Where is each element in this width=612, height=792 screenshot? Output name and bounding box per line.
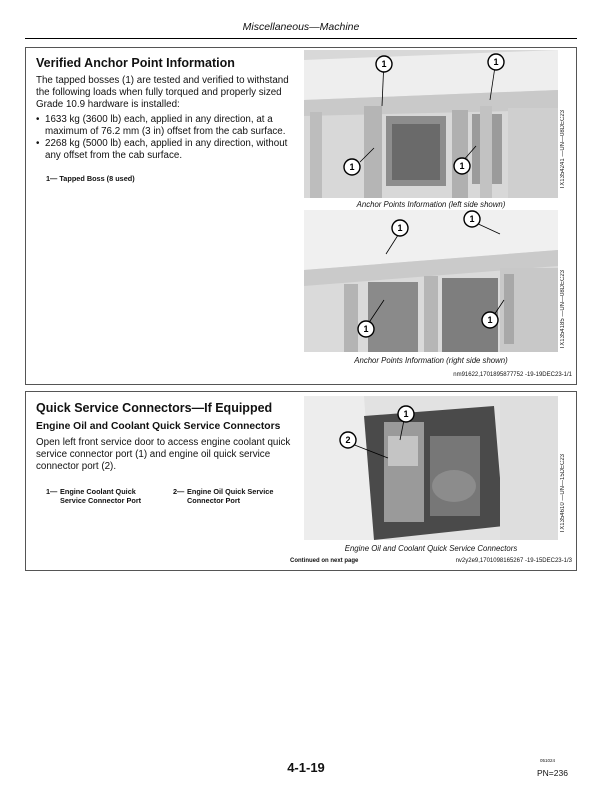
figure-id: TX1354610 —UN—15DEC23 xyxy=(560,454,566,534)
svg-text:1: 1 xyxy=(363,324,369,334)
figure-id: TX1354241 —UN—08DEC23 xyxy=(560,110,566,190)
section-anchor-points xyxy=(25,47,577,385)
svg-text:1: 1 xyxy=(469,214,475,224)
continued-note: Continued on next page xyxy=(290,558,359,564)
quick-connect-photo xyxy=(304,396,558,540)
svg-text:1: 1 xyxy=(349,162,355,172)
figure-caption: Engine Oil and Coolant Quick Service Connectors xyxy=(344,544,518,553)
section-subtitle: Engine Oil and Coolant Quick Service Connectors xyxy=(36,421,281,432)
marker-1 xyxy=(398,406,414,422)
marker-1 xyxy=(488,54,504,70)
marker-2 xyxy=(340,432,356,448)
callout-text: Engine Oil Quick Service Connector Port xyxy=(187,487,274,505)
reference-code: nm91622,1701895877752 -19-19DEC23-1/1 xyxy=(453,372,572,378)
header-rule xyxy=(25,38,577,39)
figure-caption: Anchor Points Information (left side shown) xyxy=(356,200,506,209)
section-quick-service xyxy=(25,391,577,571)
marker-1 xyxy=(358,321,374,337)
marker-1 xyxy=(454,158,470,174)
pn-number: PN=236 xyxy=(537,768,568,778)
list-item: • 2268 kg (5000 lb) each, applied in any direction, without any offset from the cab surface. xyxy=(36,138,302,162)
anchor-left-photo xyxy=(304,50,558,198)
callout-text: Engine Coolant Quick Service Connector Port xyxy=(60,487,142,505)
marker-1 xyxy=(376,56,392,72)
svg-text:1: 1 xyxy=(459,161,465,171)
intro-paragraph: The tapped bosses (1) are tested and verified to withstand the following loads when fully torqued and properly sized Grade 10.9 hardware is installed: xyxy=(36,75,289,110)
marker-1 xyxy=(344,159,360,175)
marker-1 xyxy=(482,312,498,328)
body-paragraph: Open left front service door to access engine coolant quick service connector port (1) and engine oil quick service connector port (2). xyxy=(36,437,291,472)
callout-legend: 1— Tapped Boss (8 used) xyxy=(46,174,135,183)
svg-text:1: 1 xyxy=(397,223,403,233)
svg-text:1: 1 xyxy=(493,57,499,67)
svg-text:1: 1 xyxy=(487,315,493,325)
print-code: 051024 xyxy=(540,758,556,763)
section-title: Quick Service Connectors—If Equipped xyxy=(36,401,273,415)
svg-text:1: 1 xyxy=(403,409,409,419)
figure-caption: Anchor Points Information (right side shown) xyxy=(354,356,508,365)
page-number: 4-1-19 xyxy=(287,760,325,775)
svg-text:1: 1 xyxy=(381,59,387,69)
svg-text:2: 2 xyxy=(345,435,351,445)
running-header: Miscellaneous—Machine xyxy=(242,21,360,33)
list-item: • 1633 kg (3600 lb) each, applied in any direction, at a maximum of 76.2 mm (3 in) offset from the cab surface. xyxy=(36,114,302,138)
callout-number: 1— xyxy=(46,487,58,496)
anchor-right-photo xyxy=(304,210,558,352)
load-list xyxy=(36,114,302,162)
section-title: Verified Anchor Point Information xyxy=(36,56,235,70)
marker-1 xyxy=(392,220,408,236)
callout-number: 2— xyxy=(173,487,185,496)
figure-id: TX1354185 —UN—08DEC23 xyxy=(560,270,566,350)
reference-code: nv2y2e9,1701098165267 -19-15DEC23-1/3 xyxy=(455,558,572,564)
marker-1 xyxy=(464,211,480,227)
